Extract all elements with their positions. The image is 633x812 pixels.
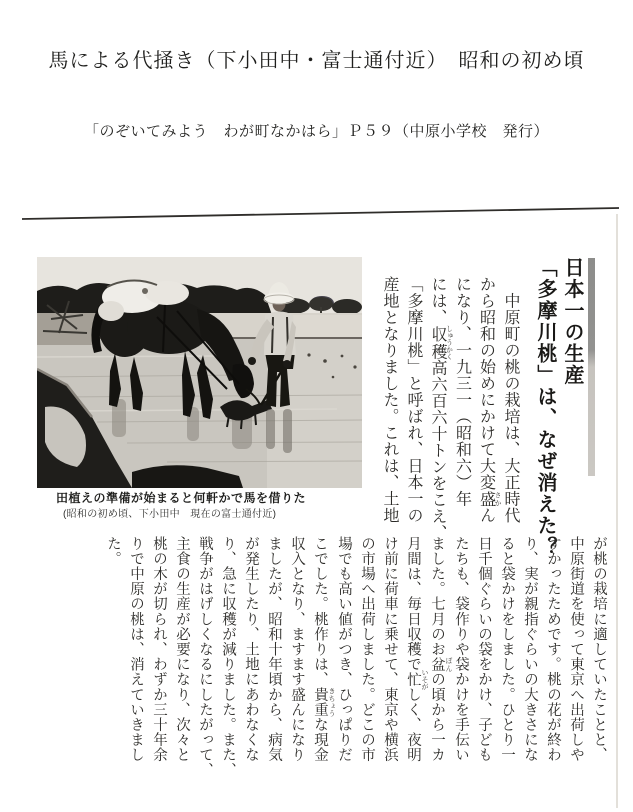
headline-accent-bar <box>588 258 595 476</box>
scan-right-edge <box>616 214 618 808</box>
paddy-field-photo <box>37 257 362 488</box>
photo-caption-sub: (昭和の初め頃、下小田中 現在の富士通付近) <box>63 509 277 520</box>
article-body-text: が桃の栽培に適していたことと、 中原街道を使って東京へ出荷しや すかったためです。桃の花が終わ り、実が親指ぐらいの大きさにな ると袋かけをしました。ひとり一 日千個ぐらいの袋をかけ、子ども たちも、袋作りや袋かけを手伝い ました。七月のお盆 ぼんの頃から一カ 月間は、毎日収穫で忙 いそがしく、夜明 け前に荷車に乗せて、東京や横浜 の市場へ出荷しました。どこの市 場でも高い値がつき、ひっぱりだ こでした。桃作りは、貴重 きちょうな現金 収入となり、ますます盛んになり ましたが、昭和十年頃から、病気 が発生したり、土地にあわなくな り、急に収穫が減りました。また、 戦争がはげしくなるにしたがって、 主食の生産が必要になり、次々と 桃の木が切られ、わずか三十年余 りで中原の桃は、消えていきまし た。 <box>105 536 607 778</box>
scan-top-edge <box>0 200 633 226</box>
article-intro-text: 中原町の桃の栽培は、大正時代 から昭和の始めにかけて大変盛 さかん になり、一九三一（昭和六）年 には、収穫 しゅうかく高六百六十トンをこえ、 「多摩川桃」と呼ばれ、日本一の 産地となりました。これは、土地 <box>381 276 519 541</box>
article-headline: 日本一の生産 「多摩川桃」は、なぜ消えた？ <box>534 257 583 558</box>
photo-caption: 田植えの準備が始まると何軒かで馬を借りた <box>56 491 307 505</box>
page-subtitle: 「のぞいてみよう わが町なかはら」Ｐ５９（中原小学校 発行） <box>83 124 549 140</box>
page-title: 馬による代掻き（下小田中・富士通付近） 昭和の初め頃 <box>48 50 585 72</box>
